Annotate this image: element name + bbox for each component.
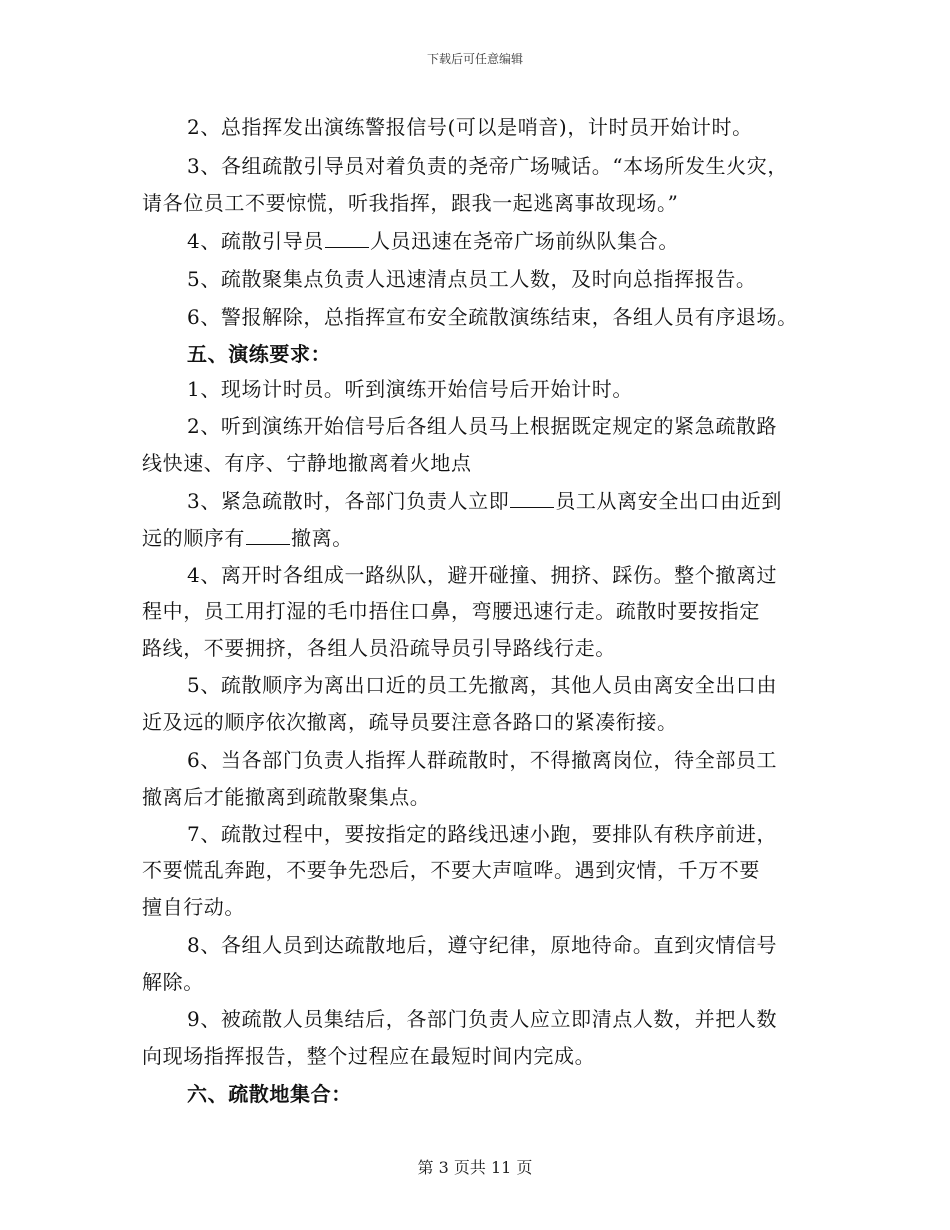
paragraph-line xyxy=(187,229,679,253)
paragraph-line: 9、被疏散人员集结后，各部门负责人应立即清点人数，并把人数 xyxy=(187,1007,778,1031)
section-heading: 六、疏散地集合： xyxy=(187,1082,352,1106)
paragraph-line xyxy=(187,489,782,513)
paragraph-line: 不要慌乱奔跑，不要争先恐后，不要大声喧哗。遇到灾情，千万不要 xyxy=(142,858,760,882)
text-segment: 3、紧急疏散时，各部门负责人立即 xyxy=(187,489,510,513)
paragraph-line: 撤离后才能撤离到疏散聚集点。 xyxy=(142,785,431,809)
paragraph-line: 5、疏散顺序为离出口近的员工先撤离，其他人员由离安全出口由 xyxy=(187,673,778,697)
paragraph-line: 7、疏散过程中，要按指定的路线迅速小跑，要排队有秩序前进， xyxy=(187,822,778,846)
fill-blank xyxy=(325,229,369,248)
paragraph-line: 近及远的顺序依次撤离，疏导员要注意各路口的紧凑衔接。 xyxy=(142,710,678,734)
paragraph-line: 5、疏散聚集点负责人迅速清点员工人数，及时向总指挥报告。 xyxy=(187,267,757,291)
paragraph-line: 解除。 xyxy=(142,970,204,994)
paragraph-line: 4、离开时各组成一路纵队，避开碰撞、拥挤、踩伤。整个撤离过 xyxy=(187,563,778,587)
paragraph-line: 3、各组疏散引导员对着负责的尧帝广场喊话。“本场所发生火灾， xyxy=(187,154,788,178)
fill-blank xyxy=(246,526,290,545)
paragraph-line: 程中，员工用打湿的毛巾捂住口鼻，弯腰迅速行走。疏散时要按指定 xyxy=(142,599,760,623)
paragraph-line: 8、各组人员到达疏散地后，遵守纪律，原地待命。直到灾情信号 xyxy=(187,933,778,957)
paragraph-line: 1、现场计时员。听到演练开始信号后开始计时。 xyxy=(187,377,633,401)
paragraph-line: 路线，不要拥挤，各组人员沿疏导员引导路线行走。 xyxy=(142,636,616,660)
paragraph-line: 向现场指挥报告，整个过程应在最短时间内完成。 xyxy=(142,1044,596,1068)
text-segment: 4、疏散引导员 xyxy=(187,229,324,253)
section-heading: 五、演练要求： xyxy=(187,342,332,366)
paragraph-line: 2、听到演练开始信号后各组人员马上根据既定规定的紧急疏散路 xyxy=(187,414,778,438)
text-segment: 远的顺序有 xyxy=(142,526,245,550)
paragraph-line: 请各位员工不要惊慌，听我指挥，跟我一起逃离事故现场。” xyxy=(142,191,679,215)
paragraph-line: 线快速、有序、宁静地撤离着火地点 xyxy=(142,451,472,475)
text-segment: 人员迅速在尧帝广场前纵队集合。 xyxy=(369,229,679,253)
text-segment: 员工从离安全出口由近到 xyxy=(555,489,782,513)
paragraph-line: 6、警报解除，总指挥宣布安全疏散演练结束，各组人员有序退场。 xyxy=(187,305,798,329)
paragraph-line xyxy=(142,526,353,550)
text-segment: 撤离。 xyxy=(291,526,353,550)
paragraph-line: 2、总指挥发出演练警报信号(可以是哨音)，计时员开始计时。 xyxy=(187,115,753,139)
page-footer: 第 3 页共 11 页 xyxy=(417,1158,533,1177)
paragraph-line: 擅自行动。 xyxy=(142,895,245,919)
paragraph-line: 6、当各部门负责人指挥人群疏散时，不得撤离岗位，待全部员工 xyxy=(187,748,778,772)
page-header: 下载后可任意编辑 xyxy=(426,52,523,66)
fill-blank xyxy=(510,489,554,508)
